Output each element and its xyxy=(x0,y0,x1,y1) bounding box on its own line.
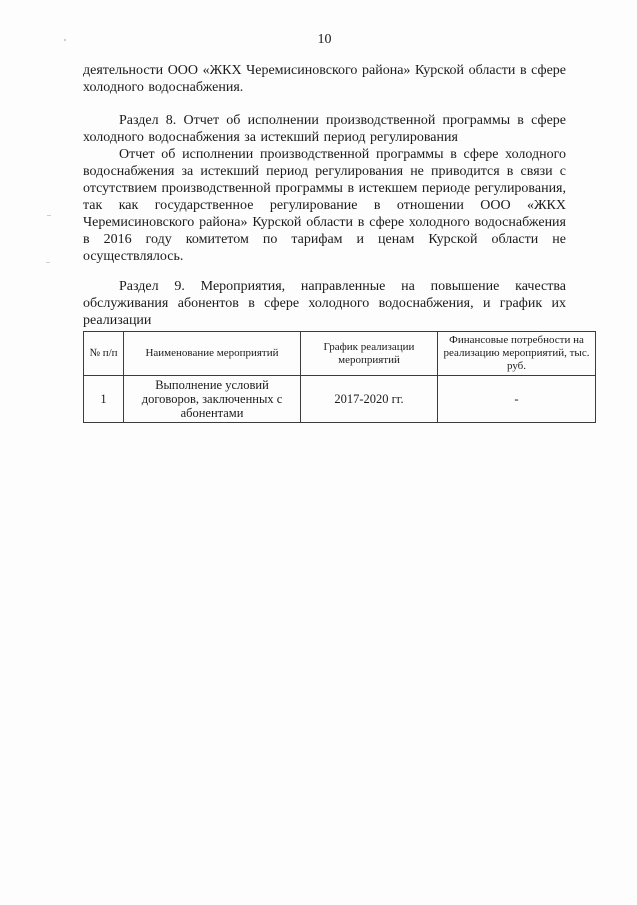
table-header-name: Наименование мероприятий xyxy=(124,332,301,376)
section-8-heading: Раздел 8. Отчет об исполнении производственной программы в сфере холодного водоснабжения за истекший период регулирования xyxy=(83,113,566,145)
section-9-heading: Раздел 9. Мероприятия, направленные на повышение качества обслуживания абонентов в сфере холодного водоснабжения, и график их реализации xyxy=(83,279,566,328)
scan-artifact xyxy=(46,262,50,263)
paragraph-continuation: деятельности ООО «ЖКХ Черемисиновского района» Курской области в сфере холодного водоснабжения. xyxy=(83,63,566,95)
section-8-body: Отчет об исполнении производственной программы в сфере холодного водоснабжения за истекший период регулирования не приводится в связи с отсутствием производственной программы в истекшем периоде регулирования, так как государственное регулирование в отношении ООО «ЖКХ Черемисиновского района» Курской области в сфере холодного водоснабжения в 2016 году комитетом по тарифам и ценам Курской области не осуществлялось. xyxy=(83,147,566,264)
table-header-num: № п/п xyxy=(84,332,124,376)
table-header-schedule: График реализации мероприятий xyxy=(301,332,438,376)
page-number: 10 xyxy=(317,32,332,47)
table-cell-name: Выполнение условий договоров, заключенных с абонентами xyxy=(124,376,301,423)
table-cell-schedule: 2017-2020 гг. xyxy=(301,376,438,423)
scan-artifact xyxy=(64,39,66,41)
table-header-finance: Финансовые потребности на реализацию мероприятий, тыс. руб. xyxy=(438,332,596,376)
table-header-row xyxy=(84,332,596,376)
measures-table xyxy=(83,331,596,423)
table-cell-finance: - xyxy=(438,376,596,423)
table-row xyxy=(84,376,596,423)
table-cell-num: 1 xyxy=(84,376,124,423)
scan-artifact xyxy=(47,215,51,216)
document-body xyxy=(83,62,590,423)
